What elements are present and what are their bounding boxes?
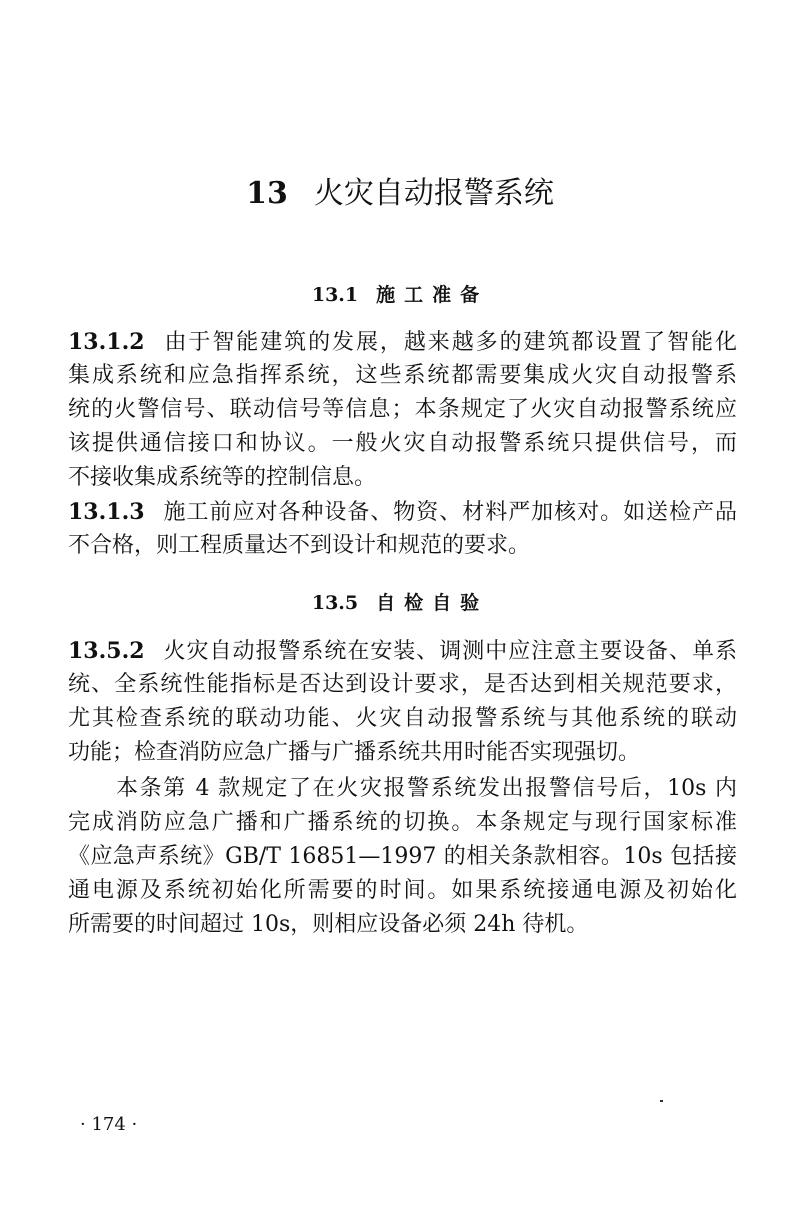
clause-number: 13.5.2: [68, 638, 145, 664]
page-number: · 174 ·: [80, 1114, 138, 1135]
chapter-title-text: 火灾自动报警系统: [313, 176, 554, 211]
clause-13-1-2-line: 该提供通信接口和协议。一般火灾自动报警系统只提供信号，而: [68, 431, 737, 456]
section-heading-13-5: [0, 588, 800, 615]
clause-13-5-2-line: [68, 636, 737, 667]
text: 施工前应对各种设备、物资、材料严加核对。如送检产品: [162, 500, 737, 525]
clause-13-5-2-line: 功能；检查消防应急广播与广播系统共用时能否实现强切。: [68, 740, 641, 765]
clause-13-1-2-line: 统的火警信号、联动信号等信息；本条规定了火灾自动报警系统应: [68, 397, 737, 422]
clause-13-5-2-line: 尤其检查系统的联动功能、火灾自动报警系统与其他系统的联动: [68, 706, 737, 731]
paragraph-line: 通电源及系统初始化所需要的时间。如果系统接通电源及初始化: [68, 878, 737, 903]
paragraph-line: 《应急声系统》GB/T 16851—1997 的相关条款相容。10s 包括接: [68, 844, 737, 869]
clause-13-1-3-line: 不合格，则工程质量达不到设计和规范的要求。: [68, 533, 531, 558]
clause-13-1-2-line: 不接收集成系统等的控制信息。: [68, 465, 377, 490]
section-title: 自检自验: [376, 592, 489, 614]
clause-13-1-2-line: [68, 327, 737, 358]
section-title: 施工准备: [376, 284, 489, 306]
clause-number: 13.1.2: [68, 329, 145, 355]
clause-13-1-3-line: [68, 497, 737, 528]
scan-speck: [660, 1100, 663, 1102]
text: 火灾自动报警系统在安装、调测中应注意主要设备、单系: [162, 639, 737, 664]
paragraph-line: 完成消防应急广播和广播系统的切换。本条规定与现行国家标准: [68, 810, 737, 835]
section-heading-13-1: [0, 280, 800, 307]
chapter-title: [0, 168, 800, 212]
clause-13-5-2-line: 统、全系统性能指标是否达到设计要求，是否达到相关规范要求，: [68, 672, 737, 697]
paragraph-line: 本条第 4 款规定了在火灾报警系统发出报警信号后，10s 内: [116, 776, 737, 801]
section-number: 13.1: [311, 284, 359, 306]
clause-13-1-2-line: 集成系统和应急指挥系统，这些系统都需要集成火灾自动报警系: [68, 363, 737, 388]
clause-number: 13.1.3: [68, 499, 145, 525]
text: 由于智能建筑的发展，越来越多的建筑都设置了智能化: [162, 330, 737, 355]
section-number: 13.5: [311, 592, 359, 614]
paragraph-line: 所需要的时间超过 10s，则相应设备必须 24h 待机。: [68, 912, 589, 937]
chapter-number: 13: [246, 176, 288, 211]
